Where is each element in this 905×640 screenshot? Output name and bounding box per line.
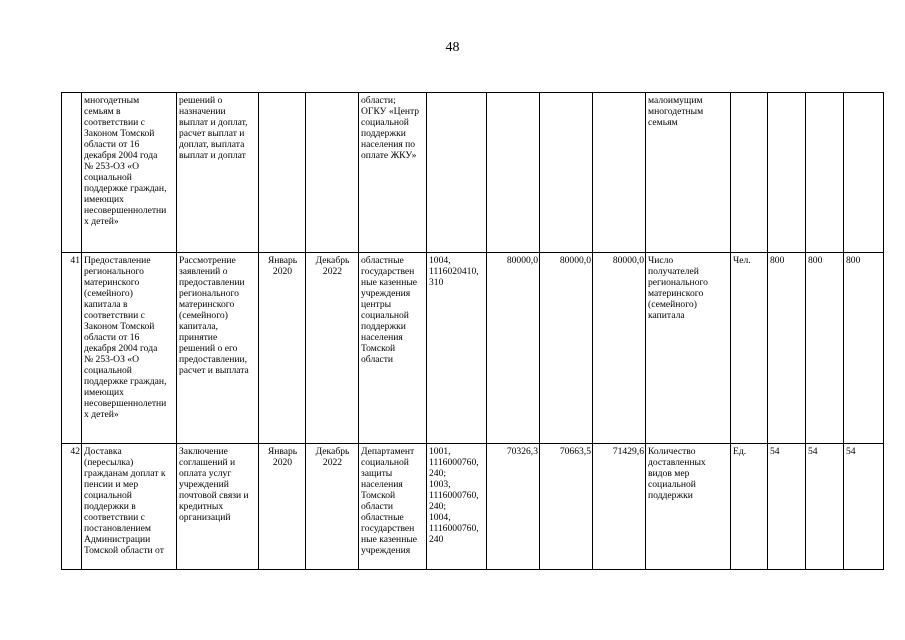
unit: Ед.: [733, 446, 747, 457]
indicator-year2: 800: [808, 255, 823, 266]
budget-code: 1004, 1116020410, 310: [429, 255, 479, 288]
measure-content-cell: [177, 444, 259, 570]
page-number: 48: [445, 40, 460, 55]
budget-code-cell: [427, 444, 487, 570]
budget-code: 1001, 1116000760, 240; 1003, 1116000760, 240; 1004, 1116000760, 240: [429, 446, 479, 545]
executor: Департамент социальной защиты населения Томской области областные государствен ные казенные учреждения: [361, 446, 418, 556]
indicator: Количество доставленных видов мер социальной поддержки: [648, 446, 706, 501]
funding-year1: 70326,3: [506, 446, 538, 457]
start-date: Январь 2020: [267, 255, 298, 277]
indicator-year2-cell: [806, 93, 844, 253]
funding-year3: 71429,6: [612, 446, 644, 457]
executor-cell: [359, 93, 427, 253]
funding-year1-cell: [487, 253, 540, 444]
indicator-year2-cell: [806, 444, 844, 570]
row-number-cell: [62, 444, 82, 570]
measure-name: Доставка (пересылка) гражданам доплат к пенсии и мер социальной поддержки в соответствии с постановлением Администрации Томской области от: [84, 446, 166, 556]
end-date-cell: [306, 444, 359, 570]
indicator-year3-cell: [844, 253, 884, 444]
measure-content: Рассмотрение заявлений о предоставлении регионального материнского (семейного) капитала, принятие решений о его предоставлении, расчет и выплата: [179, 255, 249, 376]
program-measures-table: [61, 92, 884, 570]
funding-year3-cell: [593, 444, 646, 570]
unit-cell: [731, 253, 768, 444]
indicator-year1-cell: [768, 93, 806, 253]
row-number-cell: [62, 253, 82, 444]
indicator-year2: 54: [808, 446, 818, 457]
measure-name: многодетным семьям в соответствии с Законом Томской области от 16 декабря 2004 года № 253-ОЗ «О социальной поддержке граждан, имеющих несовершеннолетни х детей»: [84, 95, 167, 227]
unit-cell: [731, 93, 768, 253]
table-row: [62, 93, 884, 253]
indicator-year2-cell: [806, 253, 844, 444]
end-date: Декабрь 2022: [315, 255, 350, 277]
row-number: 42: [70, 446, 80, 457]
table-row: [62, 444, 884, 570]
row-number: 41: [70, 255, 80, 266]
indicator-year1-cell: [768, 253, 806, 444]
funding-year2-cell: [540, 253, 593, 444]
indicator-year3-cell: [844, 444, 884, 570]
row-number-cell: [62, 93, 82, 253]
start-date-cell: [259, 253, 306, 444]
start-date-cell: [259, 444, 306, 570]
indicator-cell: [646, 253, 731, 444]
indicator-year1: 800: [770, 255, 785, 266]
measure-name-cell: [82, 444, 177, 570]
unit-cell: [731, 444, 768, 570]
funding-year1-cell: [487, 93, 540, 253]
measure-name-cell: [82, 253, 177, 444]
indicator-year3-cell: [844, 93, 884, 253]
budget-code-cell: [427, 93, 487, 253]
indicator: малоимущим многодетным семьям: [648, 95, 704, 128]
executor-cell: [359, 444, 427, 570]
measure-name-cell: [82, 93, 177, 253]
budget-code-cell: [427, 253, 487, 444]
executor: области; ОГКУ «Центр социальной поддержки населения по оплате ЖКУ»: [361, 95, 420, 161]
indicator-cell: [646, 93, 731, 253]
indicator-year1: 54: [770, 446, 780, 457]
measure-content: Заключение соглашений и оплата услуг учреждений почтовой связи и кредитных организаций: [179, 446, 249, 523]
end-date-cell: [306, 93, 359, 253]
funding-year3: 80000,0: [612, 255, 644, 266]
executor-cell: [359, 253, 427, 444]
executor: областные государствен ные казенные учреждения центры социальной поддержки населения Томской области: [361, 255, 418, 365]
funding-year1-cell: [487, 444, 540, 570]
indicator: Число получателей регионального материнского (семейного) капитала: [648, 255, 708, 321]
indicator-cell: [646, 444, 731, 570]
start-date: Январь 2020: [267, 446, 298, 468]
funding-year3-cell: [593, 253, 646, 444]
funding-year2-cell: [540, 444, 593, 570]
unit: Чел.: [733, 255, 751, 266]
funding-year2: 80000,0: [559, 255, 591, 266]
measure-content: решений о назначении выплат и доплат, расчет выплат и доплат, выплата выплат и доплат: [179, 95, 248, 161]
funding-year2-cell: [540, 93, 593, 253]
end-date-cell: [306, 253, 359, 444]
funding-year1: 80000,0: [506, 255, 538, 266]
measure-content-cell: [177, 253, 259, 444]
funding-year2: 70663,5: [559, 446, 591, 457]
table-row: [62, 253, 884, 444]
start-date-cell: [259, 93, 306, 253]
indicator-year1-cell: [768, 444, 806, 570]
measure-name: Предоставление регионального материнского (семейного) капитала в соответствии с Законом Томской области от 16 декабря 2004 года № 253-ОЗ «О социальной поддержке граждан, имеющих несовершеннолетни х детей»: [84, 255, 167, 420]
funding-year3-cell: [593, 93, 646, 253]
indicator-year3: 54: [846, 446, 856, 457]
indicator-year3: 800: [846, 255, 861, 266]
measure-content-cell: [177, 93, 259, 253]
end-date: Декабрь 2022: [315, 446, 350, 468]
